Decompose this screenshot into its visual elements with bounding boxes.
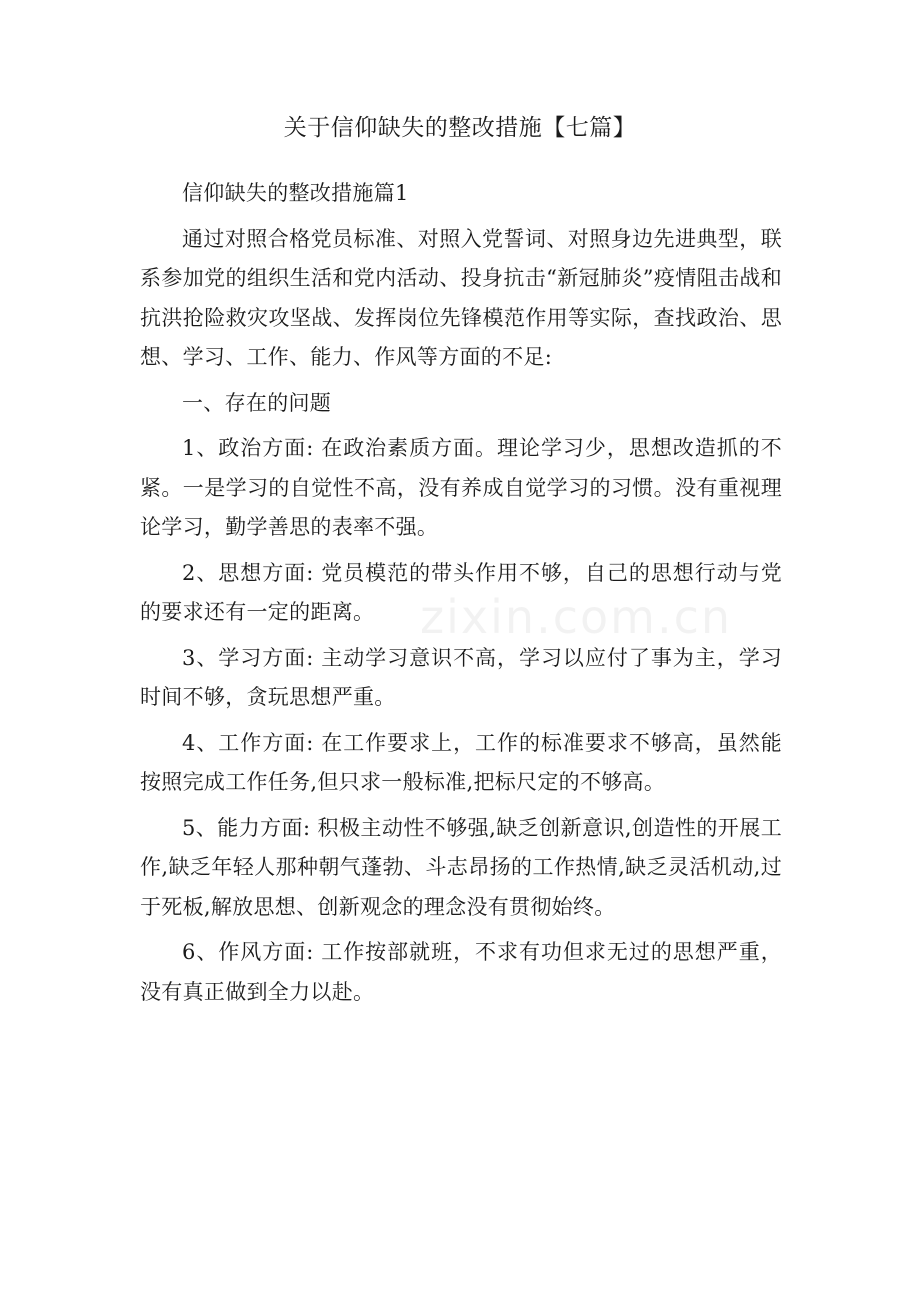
problems-heading: 一、存在的问题 [182, 390, 332, 415]
ability-paragraph: 5、能力方面: 积极主动性不够强,缺乏创新意识,创造性的开展工作,缺乏年轻人那种朝气蓬勃、斗志昂扬的工作热情,缺乏灵活机动,过于死板,解放思想、创新观念的理念没有贯彻始终。 [140, 815, 782, 919]
study-paragraph: 3、学习方面: 主动学习意识不高，学习以应付了事为主，学习时间不够，贪玩思想严重。 [140, 645, 782, 709]
section-heading: 信仰缺失的整改措施篇1 [182, 181, 409, 205]
document-title: 关于信仰缺失的整改措施【七篇】 [283, 115, 637, 141]
intro-paragraph: 通过对照合格党员标准、对照入党誓词、对照身边先进典型，联系参加党的组织生活和党内活动、投身抗击“新冠肺炎”疫情阻击战和抗洪抢险救灾攻坚战、发挥岗位先锋模范作用等实际，查找政治、思想、学习、工作、能力、作风等方面的不足: [140, 226, 782, 369]
document-body [140, 174, 782, 1018]
ideology-paragraph: 2、思想方面: 党员模范的带头作用不够，自己的思想行动与党的要求还有一定的距离。 [140, 560, 782, 624]
watermark: zixin.com.cn [420, 590, 733, 644]
work-paragraph: 4、工作方面: 在工作要求上，工作的标准要求不够高，虽然能按照完成工作任务,但只求一般标准,把标尺定的不够高。 [140, 730, 782, 794]
style-paragraph: 6、作风方面: 工作按部就班，不求有功但求无过的思想严重，没有真正做到全力以赴。 [140, 940, 782, 1004]
political-paragraph: 1、政治方面: 在政治素质方面。理论学习少，思想改造抓的不紧。一是学习的自觉性不高，没有养成自觉学习的习惯。没有重视理论学习，勤学善思的表率不强。 [140, 436, 782, 539]
